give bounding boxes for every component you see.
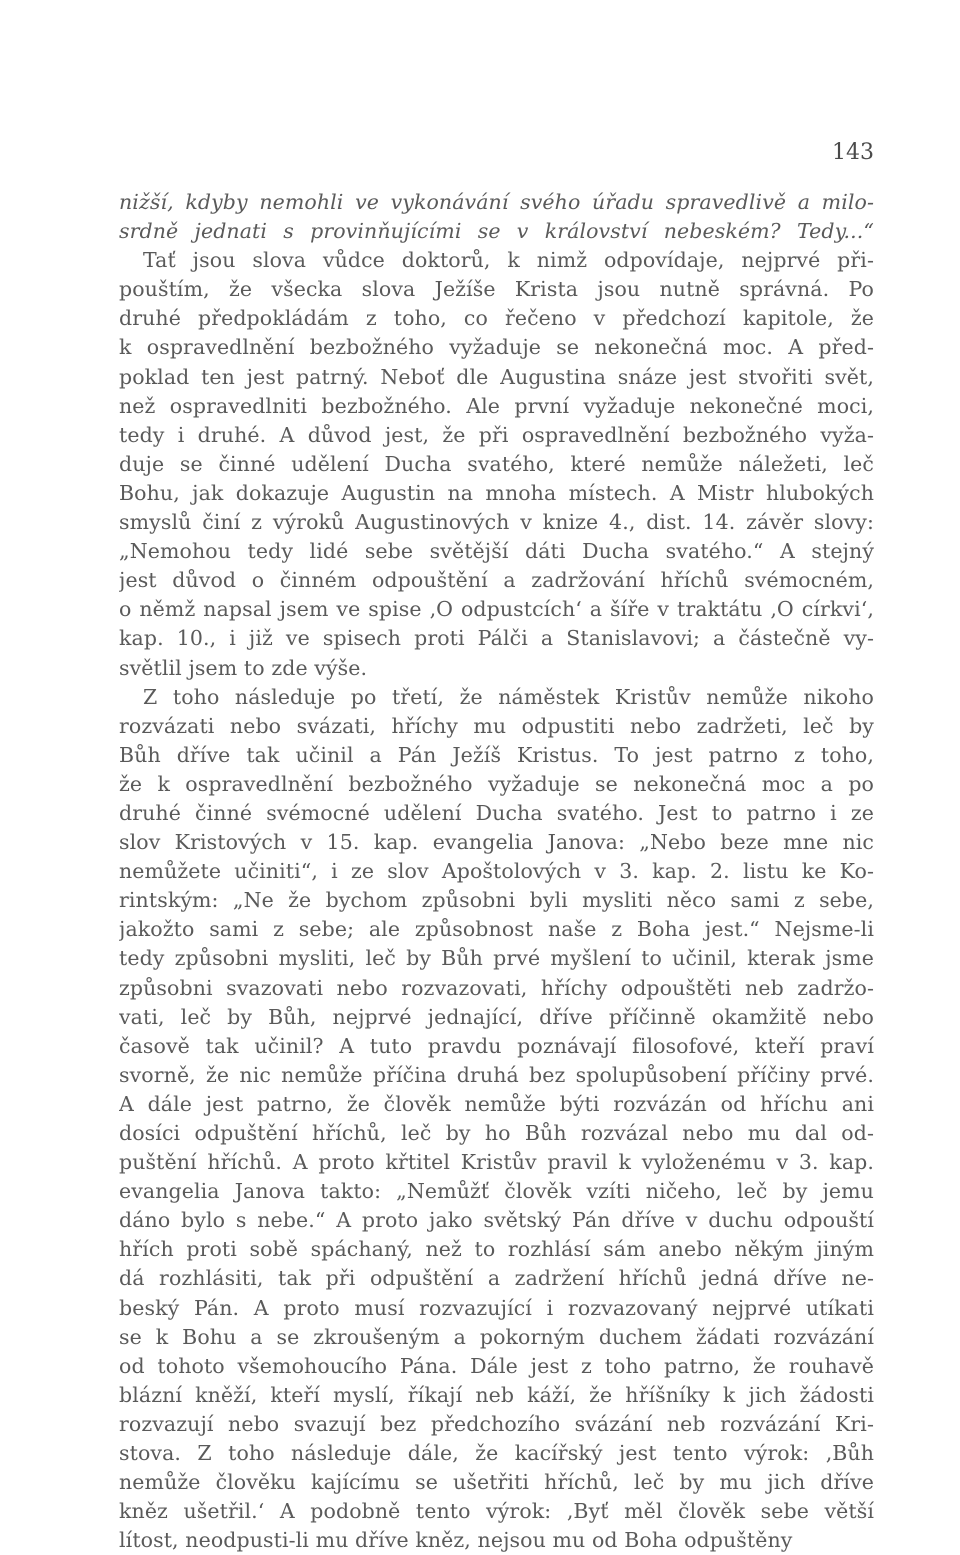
text-line [119, 799, 874, 828]
text-line [119, 246, 874, 275]
line-text: než ospravedlniti bezbožného. Ale první vyžaduje nekonečné moci, [119, 393, 874, 418]
line-text: rozvazují nebo svazují bez předchozího svázání neb rozvázání Kri- [119, 1411, 874, 1436]
line-text: smyslů činí z výroků Augustinových v knize 4., dist. 14. závěr slovy: [119, 510, 874, 535]
text-line [119, 1323, 874, 1352]
text-line [119, 1410, 874, 1439]
text-line [119, 363, 874, 392]
line-text: beský Pán. A proto musí rozvazující i rozvazovaný nejprvé utíkati [119, 1295, 874, 1320]
text-line [119, 1264, 874, 1293]
text-line [119, 1003, 874, 1032]
line-text: blázní kněží, kteří myslí, říkají neb káží, že hříšníky k jich žádosti [119, 1382, 874, 1407]
line-text: světlil jsem to zde výše. [119, 655, 368, 680]
text-line [119, 1439, 874, 1468]
text-line [119, 1497, 874, 1526]
text-line [119, 537, 874, 566]
text-line [119, 421, 874, 450]
text-line [119, 1235, 874, 1264]
text-line [119, 450, 874, 479]
text-line [119, 508, 874, 537]
line-text: druhé činné svémocné udělení Ducha svatého. Jest to patrno i ze [119, 800, 874, 825]
line-text: Bůh dříve tak učinil a Pán Ježíš Kristus. To jest patrno z toho, [119, 742, 874, 767]
line-text: Z toho následuje po třetí, že náměstek Kristův nemůže nikoho [143, 684, 874, 709]
line-text: nemůže člověku kajícímu se ušetřiti hříchů, leč by mu jich dříve [119, 1470, 874, 1495]
text-line [119, 770, 874, 799]
line-text: stova. Z toho následuje dále, že kacířský jest tento výrok: ‚Bůh [119, 1441, 874, 1466]
text-line [119, 1352, 874, 1381]
line-text: se k Bohu a se zkroušeným a pokorným duchem žádati rozvázání [119, 1324, 874, 1349]
line-text: kněz ušetřil.‘ A podobně tento výrok: ‚Byť měl člověk sebe větší [119, 1499, 874, 1524]
text-line [119, 857, 874, 886]
line-text: evangelia Janova takto: „Nemůžť člověk vzíti ničeho, leč by jemu [119, 1179, 874, 1204]
text-line [119, 1468, 874, 1497]
text-line [119, 944, 874, 973]
text-line [119, 654, 874, 683]
body-text [119, 188, 874, 1555]
text-line [119, 712, 874, 741]
text-line [119, 1061, 874, 1090]
line-text: dosíci odpuštění hříchů, leč by ho Bůh rozvázal nebo mu dal od- [119, 1121, 874, 1145]
line-text: vati, leč by Bůh, nejprvé jednající, dříve příčinně okamžitě nebo [119, 1004, 874, 1029]
line-text: že k ospravedlnění bezbožného vyžaduje se nekonečná moc a po [119, 771, 874, 796]
line-text: puštění hříchů. A proto křtitel Kristův pravil k vyloženému v 3. kap. [119, 1150, 874, 1175]
line-text: nemůžete učiniti“, i ze slov Apoštolových v 3. kap. 2. listu ke Ko- [119, 859, 874, 884]
line-text: rozvázati nebo svázati, hříchy mu odpustiti nebo zadržeti, leč by [119, 713, 874, 738]
text-line [119, 915, 874, 944]
text-line [119, 1381, 874, 1410]
text-line [119, 741, 874, 770]
line-text: druhé předpokládám z toho, co řečeno v předchozí kapitole, že [119, 306, 874, 331]
text-line [119, 566, 874, 595]
text-line [119, 828, 874, 857]
line-text: A dále jest patrno, že člověk nemůže býti rozvázán od hříchu ani [119, 1091, 874, 1116]
text-line [119, 188, 874, 217]
line-text: svorně, že nic nemůže příčina druhá bez spolupůsobení příčiny prvé. [119, 1062, 874, 1087]
line-text: Tať jsou slova vůdce doktorů, k nimž odpovídaje, nejprvé při- [143, 248, 874, 273]
line-text: k ospravedlnění bezbožného vyžaduje se nekonečná moc. A před- [119, 335, 874, 360]
text-line [119, 683, 874, 712]
line-text: časově tak učinil? A tuto pravdu poznávají filosofové, kteří praví [119, 1033, 874, 1058]
text-line [119, 624, 874, 653]
line-text: lítost, neodpusti-li mu dříve kněz, nejsou mu od Boha odpuštěny [119, 1528, 793, 1553]
text-line [119, 1294, 874, 1323]
line-text: jakožto sami z sebe; ale způsobnost naše z Boha jest.“ Nejsme-li [119, 917, 874, 942]
text-line [119, 304, 874, 333]
line-text: slov Kristových v 15. kap. evangelia Janova: „Nebo beze mne nic [119, 830, 874, 855]
line-text: tedy i druhé. A důvod jest, že při ospravedlnění bezbožného vyža- [119, 422, 874, 447]
text-line [119, 1090, 874, 1119]
text-line [119, 479, 874, 508]
line-text: pouštím, že všecka slova Ježíše Krista jsou nutně správná. Po [119, 277, 874, 302]
page-number: 143 [832, 140, 874, 165]
line-text: dáno bylo s nebe.“ A proto jako světský Pán dříve v duchu odpouští [119, 1208, 874, 1233]
line-text: poklad ten jest patrný. Neboť dle Augustina snáze jest stvořiti svět, [119, 364, 874, 389]
text-line [119, 1119, 874, 1148]
quote-italic: nižší, kdyby nemohli ve vykonávání svého úřadu spravedlivě a milo- [119, 190, 874, 214]
text-line [119, 333, 874, 362]
line-text: rintským: „Ne že bychom způsobni byli mysliti něco sami z sebe, [119, 888, 874, 913]
text-line [119, 974, 874, 1003]
line-text: o němž napsal jsem ve spise ‚O odpustcích‘ a šíře v traktátu ‚O církvi‘, [119, 597, 874, 622]
text-line [119, 886, 874, 915]
line-text: „Nemohou tedy lidé sebe světější dáti Ducha svatého.“ A stejný [119, 539, 874, 564]
line-text: kap. 10., i již ve spisech proti Pálči a Stanislavovi; a částečně vy- [119, 626, 874, 651]
line-text: tedy způsobni mysliti, leč by Bůh prvé myšlení to učinil, kterak jsme [119, 946, 874, 971]
line-text: hřích proti sobě spáchaný, než to rozhlásí sám anebo někým jiným [119, 1237, 874, 1262]
line-text: Bohu, jak dokazuje Augustin na mnoha místech. A Mistr hlubokých [119, 480, 874, 505]
text-line [119, 595, 874, 624]
text-line [119, 1526, 874, 1555]
line-text: od tohoto všemohoucího Pána. Dále jest z toho patrno, že rouhavě [119, 1353, 874, 1378]
text-line [119, 1206, 874, 1235]
line-text: způsobni svazovati nebo rozvazovati, hříchy odpouštěti neb zadržo- [119, 975, 874, 1000]
line-text: duje se činné udělení Ducha svatého, které nemůže náležeti, leč [119, 451, 874, 476]
line-text: jest důvod o činném odpouštění a zadržování hříchů svémocném, [119, 568, 874, 593]
line-text: dá rozhlásiti, tak při odpuštění a zadržení hříchů jedná dříve ne- [119, 1266, 874, 1291]
quote-italic: srdně jednati s provinňujícími se v království nebeském? Tedy...“ [119, 219, 874, 244]
text-line [119, 1032, 874, 1061]
text-line [119, 1148, 874, 1177]
text-line [119, 275, 874, 304]
text-line [119, 392, 874, 421]
text-line [119, 1177, 874, 1206]
text-line [119, 217, 874, 246]
